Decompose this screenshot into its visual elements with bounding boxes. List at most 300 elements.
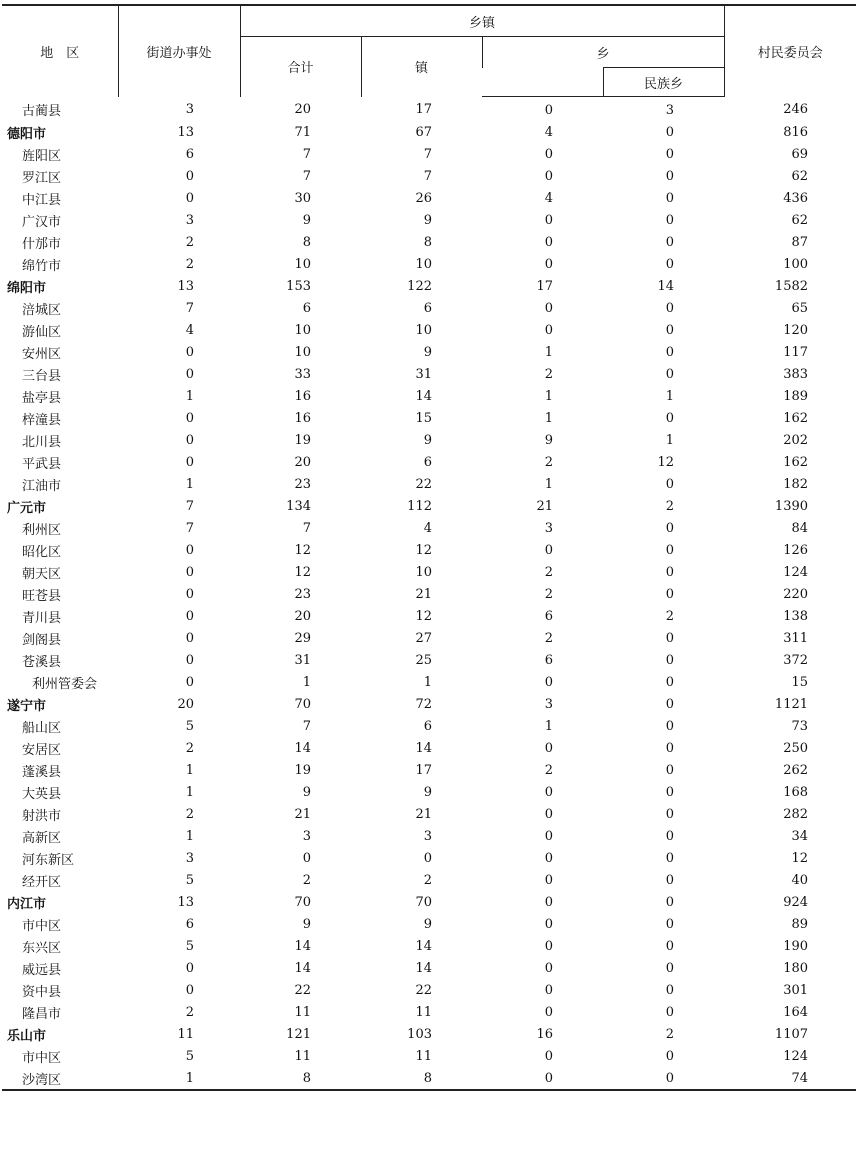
table-row xyxy=(2,407,856,429)
region-name: 乐山市 xyxy=(7,1028,47,1044)
region-name: 威远县 xyxy=(22,962,62,978)
region-name: 什邡市 xyxy=(22,236,62,252)
village-committees-cell: 282 xyxy=(783,806,809,822)
statistics-table xyxy=(2,4,856,1091)
town-count-cell: 6 xyxy=(423,718,432,734)
township-total-cell: 29 xyxy=(294,630,311,646)
table-row xyxy=(2,539,856,561)
street-offices-cell: 0 xyxy=(185,168,194,184)
region-name: 经开区 xyxy=(22,874,62,890)
town-count-cell: 17 xyxy=(415,102,432,118)
township-total-cell: 71 xyxy=(294,124,311,140)
region-name: 罗江区 xyxy=(22,170,62,186)
street-offices-cell: 0 xyxy=(185,344,194,360)
township-count-cell: 0 xyxy=(544,806,553,822)
township-count-cell: 0 xyxy=(544,916,553,932)
village-committees-cell: 12 xyxy=(791,850,809,866)
town-count-cell: 70 xyxy=(415,894,432,910)
town-count-cell: 14 xyxy=(415,960,432,976)
table-row xyxy=(2,979,856,1001)
street-offices-cell: 6 xyxy=(185,146,194,162)
region-name: 德阳市 xyxy=(7,126,47,142)
table-row xyxy=(2,869,856,891)
village-committees-cell: 40 xyxy=(791,872,809,888)
region-name: 大英县 xyxy=(22,786,62,802)
ethnic-township-count-cell: 0 xyxy=(665,762,675,778)
township-count-cell: 0 xyxy=(544,168,553,184)
town-count-cell: 9 xyxy=(423,432,432,448)
street-offices-cell: 7 xyxy=(185,300,194,316)
town-count-cell: 22 xyxy=(415,982,432,998)
region-name: 射洪市 xyxy=(22,808,62,824)
header-region: 地 区 xyxy=(40,45,80,61)
ethnic-township-count-cell: 0 xyxy=(665,564,675,580)
town-count-cell: 122 xyxy=(407,278,432,294)
village-committees-cell: 162 xyxy=(783,410,809,426)
township-count-cell: 0 xyxy=(544,850,553,866)
township-count-cell: 0 xyxy=(482,1067,603,1090)
village-committees-cell: 117 xyxy=(783,344,809,360)
township-count-cell: 0 xyxy=(544,1048,553,1064)
township-total-cell: 9 xyxy=(302,784,311,800)
village-committees-cell: 73 xyxy=(791,718,809,734)
street-offices-cell: 0 xyxy=(185,454,194,470)
village-committees-cell: 190 xyxy=(783,938,809,954)
village-committees-cell: 34 xyxy=(791,828,809,844)
town-count-cell: 9 xyxy=(423,212,432,228)
town-count-cell: 26 xyxy=(415,190,432,206)
table-row xyxy=(2,319,856,341)
township-total-cell: 12 xyxy=(294,542,311,558)
header-township: 乡 xyxy=(482,37,724,68)
town-count-cell: 9 xyxy=(423,784,432,800)
street-offices-cell: 4 xyxy=(185,322,194,338)
ethnic-township-count-cell: 0 xyxy=(665,652,675,668)
township-count-cell: 0 xyxy=(544,300,553,316)
township-count-cell: 2 xyxy=(544,454,553,470)
table-header xyxy=(2,5,856,97)
street-offices-cell: 5 xyxy=(185,1048,194,1064)
township-count-cell: 0 xyxy=(544,740,553,756)
town-count-cell: 3 xyxy=(423,828,432,844)
table-row xyxy=(2,231,856,253)
table-row xyxy=(2,605,856,627)
town-count-cell: 21 xyxy=(415,806,432,822)
street-offices-cell: 1 xyxy=(118,1067,240,1090)
town-count-cell: 12 xyxy=(415,542,432,558)
township-count-cell: 0 xyxy=(544,982,553,998)
ethnic-township-count-cell: 0 xyxy=(665,674,675,690)
township-count-cell: 1 xyxy=(544,344,553,360)
ethnic-township-count-cell: 0 xyxy=(665,872,675,888)
table-row xyxy=(2,97,856,122)
street-offices-cell: 1 xyxy=(185,762,194,778)
street-offices-cell: 3 xyxy=(185,212,194,228)
region-name: 安居区 xyxy=(22,742,62,758)
table-row xyxy=(2,891,856,913)
table-row xyxy=(2,121,856,143)
ethnic-township-count-cell: 0 xyxy=(665,300,675,316)
township-total-cell: 70 xyxy=(294,696,311,712)
table-row xyxy=(2,627,856,649)
village-committees-cell: 180 xyxy=(783,960,809,976)
township-count-cell: 0 xyxy=(544,322,553,338)
village-committees-cell: 182 xyxy=(783,476,809,492)
table-row xyxy=(2,297,856,319)
township-total-cell: 3 xyxy=(302,828,311,844)
table-body xyxy=(2,97,856,1091)
table-row xyxy=(2,385,856,407)
township-total-cell: 10 xyxy=(294,322,311,338)
street-offices-cell: 1 xyxy=(185,784,194,800)
village-committees-cell: 15 xyxy=(791,674,809,690)
table-row xyxy=(2,583,856,605)
village-committees-cell: 89 xyxy=(791,916,809,932)
region-name: 资中县 xyxy=(22,984,62,1000)
ethnic-township-count-cell: 0 xyxy=(665,542,675,558)
township-count-cell: 2 xyxy=(544,630,553,646)
township-total-cell: 20 xyxy=(294,102,311,118)
village-committees-cell: 262 xyxy=(783,762,809,778)
village-committees-cell: 383 xyxy=(783,366,809,382)
township-count-cell: 0 xyxy=(544,938,553,954)
street-offices-cell: 0 xyxy=(185,674,194,690)
street-offices-cell: 3 xyxy=(185,102,194,118)
township-total-cell: 6 xyxy=(302,300,311,316)
township-count-cell: 0 xyxy=(544,256,553,272)
table-row xyxy=(2,209,856,231)
township-count-cell: 4 xyxy=(544,190,553,206)
street-offices-cell: 0 xyxy=(185,564,194,580)
town-count-cell: 9 xyxy=(423,916,432,932)
ethnic-township-count-cell: 0 xyxy=(665,476,675,492)
township-total-cell: 7 xyxy=(302,718,311,734)
table-row xyxy=(2,517,856,539)
township-total-cell: 10 xyxy=(294,344,311,360)
street-offices-cell: 5 xyxy=(185,938,194,954)
township-total-cell: 11 xyxy=(294,1004,311,1020)
township-count-cell: 0 xyxy=(544,234,553,250)
township-count-cell: 1 xyxy=(544,718,553,734)
table-row xyxy=(2,253,856,275)
township-total-cell: 14 xyxy=(294,938,311,954)
region-name: 市中区 xyxy=(22,1050,62,1066)
town-count-cell: 14 xyxy=(415,388,432,404)
ethnic-township-count-cell: 0 xyxy=(665,586,675,602)
table-row xyxy=(2,935,856,957)
township-count-cell: 0 xyxy=(544,872,553,888)
township-count-cell: 17 xyxy=(536,278,553,294)
street-offices-cell: 0 xyxy=(185,432,194,448)
village-committees-cell: 126 xyxy=(783,542,809,558)
table-row xyxy=(2,693,856,715)
region-name: 高新区 xyxy=(22,830,62,846)
township-count-cell: 0 xyxy=(544,960,553,976)
table-row xyxy=(2,671,856,693)
ethnic-township-count-cell: 0 xyxy=(665,828,675,844)
town-count-cell: 14 xyxy=(415,938,432,954)
village-committees-cell: 124 xyxy=(783,564,809,580)
ethnic-township-count-cell: 0 xyxy=(665,982,675,998)
street-offices-cell: 7 xyxy=(185,498,194,514)
ethnic-township-count-cell: 0 xyxy=(665,124,675,140)
town-count-cell: 7 xyxy=(423,146,432,162)
region-name: 遂宁市 xyxy=(7,698,47,714)
township-count-cell: 0 xyxy=(544,212,553,228)
township-total-cell: 16 xyxy=(294,388,311,404)
town-count-cell: 112 xyxy=(407,498,432,514)
street-offices-cell: 0 xyxy=(185,586,194,602)
region-name: 古蔺县 xyxy=(22,104,62,120)
table-row xyxy=(2,1023,856,1045)
ethnic-township-count-cell: 0 xyxy=(665,1004,675,1020)
township-total-cell: 11 xyxy=(294,1048,311,1064)
village-committees-cell: 120 xyxy=(783,322,809,338)
ethnic-township-count-cell: 1 xyxy=(665,388,675,404)
township-total-cell: 23 xyxy=(294,476,311,492)
township-count-cell: 1 xyxy=(544,410,553,426)
street-offices-cell: 0 xyxy=(185,630,194,646)
township-count-cell: 2 xyxy=(544,762,553,778)
street-offices-cell: 0 xyxy=(185,542,194,558)
street-offices-cell: 2 xyxy=(185,806,194,822)
township-total-cell: 121 xyxy=(286,1026,311,1042)
region-name: 游仙区 xyxy=(22,324,62,340)
header-street-offices: 街道办事处 xyxy=(118,5,240,97)
table-row xyxy=(2,913,856,935)
ethnic-township-count-cell: 0 xyxy=(665,168,675,184)
town-count-cell: 8 xyxy=(361,1067,482,1090)
table-row xyxy=(2,781,856,803)
village-committees-cell: 164 xyxy=(783,1004,809,1020)
township-total-cell: 21 xyxy=(294,806,311,822)
township-count-cell: 3 xyxy=(544,520,553,536)
township-total-cell: 10 xyxy=(294,256,311,272)
ethnic-township-count-cell: 0 xyxy=(665,366,675,382)
table-row xyxy=(2,737,856,759)
ethnic-township-count-cell: 2 xyxy=(665,1026,675,1042)
village-committees-cell: 74 xyxy=(724,1067,856,1090)
region-name: 安州区 xyxy=(22,346,62,362)
township-count-cell: 0 xyxy=(544,674,553,690)
township-total-cell: 8 xyxy=(240,1067,361,1090)
region-name: 中江县 xyxy=(22,192,62,208)
township-total-cell: 33 xyxy=(294,366,311,382)
table-row xyxy=(2,363,856,385)
street-offices-cell: 13 xyxy=(177,894,194,910)
ethnic-township-count-cell: 0 xyxy=(665,212,675,228)
ethnic-township-count-cell: 0 xyxy=(665,630,675,646)
ethnic-township-count-cell: 0 xyxy=(665,784,675,800)
ethnic-township-count-cell: 0 xyxy=(665,344,675,360)
township-total-cell: 20 xyxy=(294,608,311,624)
header-township-blank xyxy=(482,68,603,97)
ethnic-township-count-cell: 0 xyxy=(665,256,675,272)
town-count-cell: 103 xyxy=(407,1026,432,1042)
village-committees-cell: 1107 xyxy=(774,1026,809,1042)
region-name: 剑阁县 xyxy=(22,632,62,648)
ethnic-township-count-cell: 3 xyxy=(665,102,675,118)
township-count-cell: 2 xyxy=(544,366,553,382)
region-name: 沙湾区 xyxy=(2,1067,118,1090)
township-total-cell: 22 xyxy=(294,982,311,998)
street-offices-cell: 0 xyxy=(185,608,194,624)
township-count-cell: 1 xyxy=(544,476,553,492)
village-committees-cell: 1582 xyxy=(774,278,809,294)
village-committees-cell: 65 xyxy=(791,300,809,316)
street-offices-cell: 0 xyxy=(185,366,194,382)
ethnic-township-count-cell: 0 xyxy=(665,146,675,162)
header-townships: 乡镇 xyxy=(240,5,724,37)
street-offices-cell: 0 xyxy=(185,982,194,998)
township-total-cell: 30 xyxy=(294,190,311,206)
town-count-cell: 25 xyxy=(415,652,432,668)
township-count-cell: 6 xyxy=(544,652,553,668)
street-offices-cell: 0 xyxy=(185,410,194,426)
township-total-cell: 8 xyxy=(302,234,311,250)
street-offices-cell: 6 xyxy=(185,916,194,932)
ethnic-township-count-cell: 0 xyxy=(665,322,675,338)
township-total-cell: 9 xyxy=(302,212,311,228)
ethnic-township-count-cell: 14 xyxy=(657,278,675,294)
village-committees-cell: 436 xyxy=(783,190,809,206)
table-row xyxy=(2,275,856,297)
town-count-cell: 17 xyxy=(415,762,432,778)
township-count-cell: 16 xyxy=(536,1026,553,1042)
region-name: 利州管委会 xyxy=(32,676,98,692)
town-count-cell: 31 xyxy=(415,366,432,382)
township-total-cell: 153 xyxy=(286,278,311,294)
street-offices-cell: 3 xyxy=(185,850,194,866)
header-ethnic-township: 民族乡 xyxy=(603,68,724,97)
street-offices-cell: 2 xyxy=(185,740,194,756)
region-name: 旌阳区 xyxy=(22,148,62,164)
township-total-cell: 12 xyxy=(294,564,311,580)
region-name: 东兴区 xyxy=(22,940,62,956)
table-row xyxy=(2,1001,856,1023)
region-name: 旺苍县 xyxy=(22,588,62,604)
town-count-cell: 14 xyxy=(415,740,432,756)
township-total-cell: 0 xyxy=(302,850,311,866)
township-count-cell: 0 xyxy=(544,894,553,910)
street-offices-cell: 5 xyxy=(185,718,194,734)
table-row xyxy=(2,187,856,209)
township-count-cell: 0 xyxy=(544,828,553,844)
region-name: 朝天区 xyxy=(22,566,62,582)
town-count-cell: 0 xyxy=(423,850,432,866)
region-name: 三台县 xyxy=(22,368,62,384)
township-total-cell: 14 xyxy=(294,740,311,756)
table-row xyxy=(2,649,856,671)
region-name: 江油市 xyxy=(22,478,62,494)
street-offices-cell: 1 xyxy=(185,476,194,492)
table-row xyxy=(2,847,856,869)
ethnic-township-count-cell: 0 xyxy=(603,1067,724,1090)
region-name: 青川县 xyxy=(22,610,62,626)
township-count-cell: 0 xyxy=(544,146,553,162)
region-name: 广元市 xyxy=(7,500,47,516)
town-count-cell: 9 xyxy=(423,344,432,360)
township-total-cell: 7 xyxy=(302,520,311,536)
town-count-cell: 10 xyxy=(415,564,432,580)
region-name: 绵竹市 xyxy=(22,258,62,274)
township-total-cell: 7 xyxy=(302,168,311,184)
village-committees-cell: 62 xyxy=(791,168,809,184)
table-row xyxy=(2,803,856,825)
ethnic-township-count-cell: 0 xyxy=(665,960,675,976)
village-committees-cell: 162 xyxy=(783,454,809,470)
ethnic-township-count-cell: 2 xyxy=(665,498,675,514)
table-row xyxy=(2,473,856,495)
street-offices-cell: 7 xyxy=(185,520,194,536)
township-total-cell: 14 xyxy=(294,960,311,976)
township-total-cell: 23 xyxy=(294,586,311,602)
ethnic-township-count-cell: 0 xyxy=(665,1048,675,1064)
ethnic-township-count-cell: 2 xyxy=(665,608,675,624)
street-offices-cell: 11 xyxy=(177,1026,194,1042)
township-total-cell: 19 xyxy=(294,762,311,778)
township-count-cell: 6 xyxy=(544,608,553,624)
table-row xyxy=(2,165,856,187)
township-count-cell: 2 xyxy=(544,586,553,602)
ethnic-township-count-cell: 0 xyxy=(665,520,675,536)
town-count-cell: 10 xyxy=(415,256,432,272)
street-offices-cell: 2 xyxy=(185,256,194,272)
street-offices-cell: 2 xyxy=(185,234,194,250)
township-count-cell: 9 xyxy=(544,432,553,448)
region-name: 盐亭县 xyxy=(22,390,62,406)
table-row xyxy=(2,1045,856,1067)
town-count-cell: 15 xyxy=(415,410,432,426)
ethnic-township-count-cell: 0 xyxy=(665,190,675,206)
ethnic-township-count-cell: 12 xyxy=(657,454,675,470)
street-offices-cell: 0 xyxy=(185,652,194,668)
table-row xyxy=(2,429,856,451)
region-name: 船山区 xyxy=(22,720,62,736)
village-committees-cell: 246 xyxy=(783,102,809,118)
table-row xyxy=(2,143,856,165)
region-name: 河东新区 xyxy=(22,852,75,868)
town-count-cell: 11 xyxy=(415,1048,432,1064)
township-total-cell: 20 xyxy=(294,454,311,470)
township-total-cell: 9 xyxy=(302,916,311,932)
town-count-cell: 6 xyxy=(423,454,432,470)
street-offices-cell: 13 xyxy=(177,278,194,294)
village-committees-cell: 69 xyxy=(791,146,809,162)
ethnic-township-count-cell: 0 xyxy=(665,234,675,250)
town-count-cell: 10 xyxy=(415,322,432,338)
village-committees-cell: 124 xyxy=(783,1048,809,1064)
township-count-cell: 0 xyxy=(544,542,553,558)
village-committees-cell: 168 xyxy=(783,784,809,800)
township-count-cell: 0 xyxy=(544,1004,553,1020)
township-total-cell: 134 xyxy=(286,498,311,514)
village-committees-cell: 301 xyxy=(783,982,809,998)
town-count-cell: 6 xyxy=(423,300,432,316)
region-name: 广汉市 xyxy=(22,214,62,230)
township-total-cell: 1 xyxy=(302,674,311,690)
township-total-cell: 7 xyxy=(302,146,311,162)
village-committees-cell: 138 xyxy=(783,608,809,624)
ethnic-township-count-cell: 0 xyxy=(665,938,675,954)
street-offices-cell: 2 xyxy=(185,1004,194,1020)
town-count-cell: 1 xyxy=(423,674,432,690)
town-count-cell: 7 xyxy=(423,168,432,184)
town-count-cell: 8 xyxy=(423,234,432,250)
town-count-cell: 72 xyxy=(415,696,432,712)
street-offices-cell: 5 xyxy=(185,872,194,888)
township-count-cell: 2 xyxy=(544,564,553,580)
